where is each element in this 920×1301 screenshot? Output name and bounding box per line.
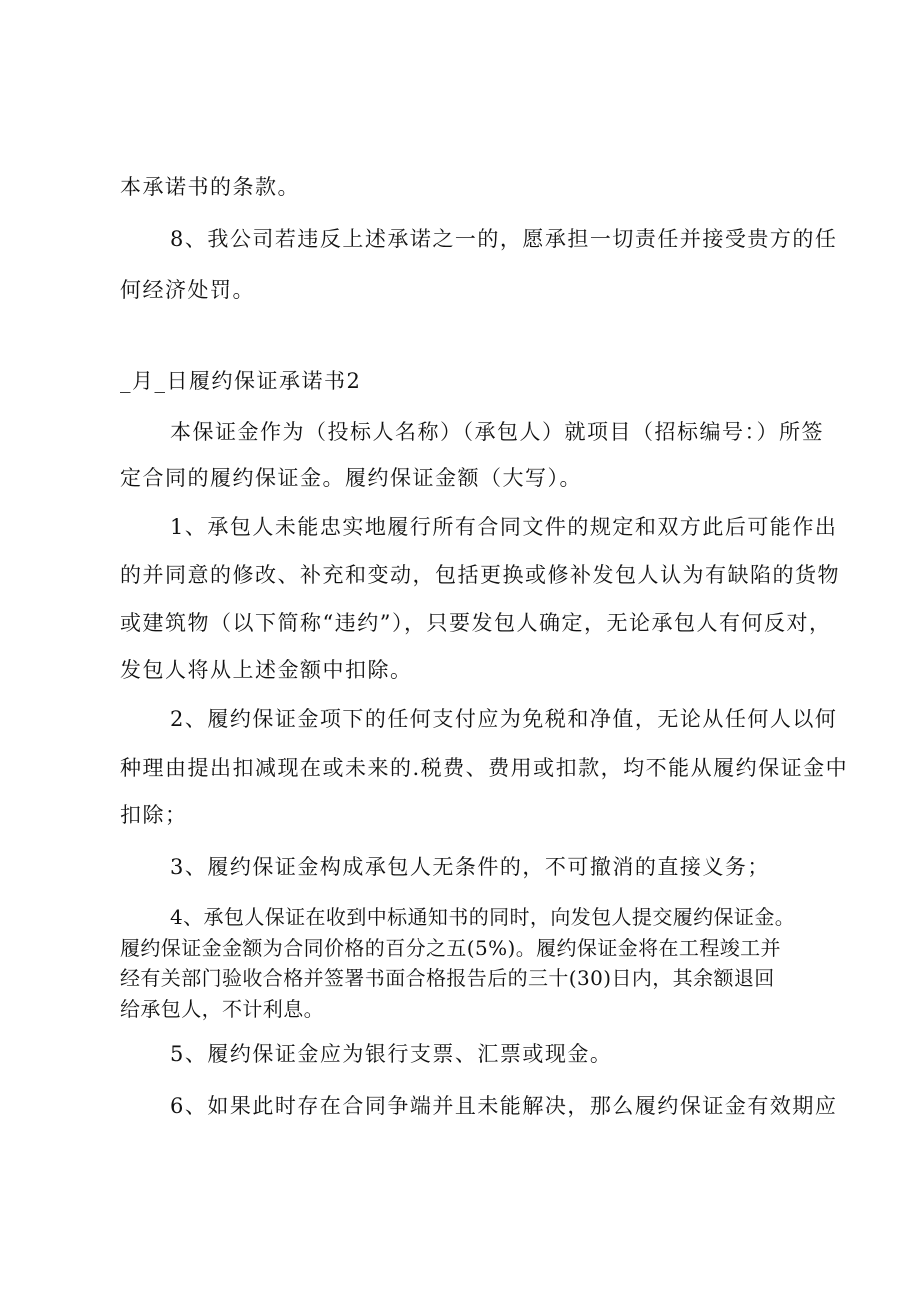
text-line: 5、履约保证金应为银行支票、汇票或现金。 xyxy=(170,1042,613,1066)
text-line: 3、履约保证金构成承包人无条件的，不可撤消的直接义务； xyxy=(170,855,770,879)
text-line: 发包人将从上述金额中扣除。 xyxy=(120,658,413,682)
text-line: 种理由提出扣减现在或未来的.税费、费用或扣款，均不能从履约保证金中 xyxy=(120,756,849,780)
text-line: 2、履约保证金项下的任何支付应为免税和净值，无论从任何人以何 xyxy=(170,707,838,731)
text-line: 本承诺书的条款。 xyxy=(120,175,300,199)
text-line: 1、承包人未能忠实地履行所有合同文件的规定和双方此后可能作出 xyxy=(170,515,838,539)
text-line: 8、我公司若违反上述承诺之一的，愿承担一切责任并接受贵方的任 xyxy=(170,227,838,251)
text-line: 的并同意的修改、补充和变动，包括更换或修补发包人认为有缺陷的货物 xyxy=(120,563,840,587)
section-heading: _月_日履约保证承诺书2 xyxy=(120,369,362,393)
text-line: 履约保证金金额为合同价格的百分之五(5%)。履约保证金将在工程竣工并 xyxy=(120,936,781,960)
text-line: 扣除； xyxy=(120,803,188,827)
text-line: 本保证金作为（投标人名称）（承包人）就项目（招标编号：）所签 xyxy=(170,420,824,444)
text-line: 何经济处罚。 xyxy=(120,278,255,302)
text-line: 经有关部门验收合格并签署书面合格报告后的三十(30)日内，其余额退回 xyxy=(120,966,775,990)
text-line: 4、承包人保证在收到中标通知书的同时，向发包人提交履约保证金。 xyxy=(170,905,796,929)
text-line: 或建筑物（以下简称“违约”），只要发包人确定，无论承包人有何反对， xyxy=(120,611,832,635)
text-line: 给承包人，不计利息。 xyxy=(120,997,324,1021)
text-line: 定合同的履约保证金。履约保证金额（大写）。 xyxy=(120,466,582,490)
text-line: 6、如果此时存在合同争端并且未能解决，那么履约保证金有效期应 xyxy=(170,1094,838,1118)
